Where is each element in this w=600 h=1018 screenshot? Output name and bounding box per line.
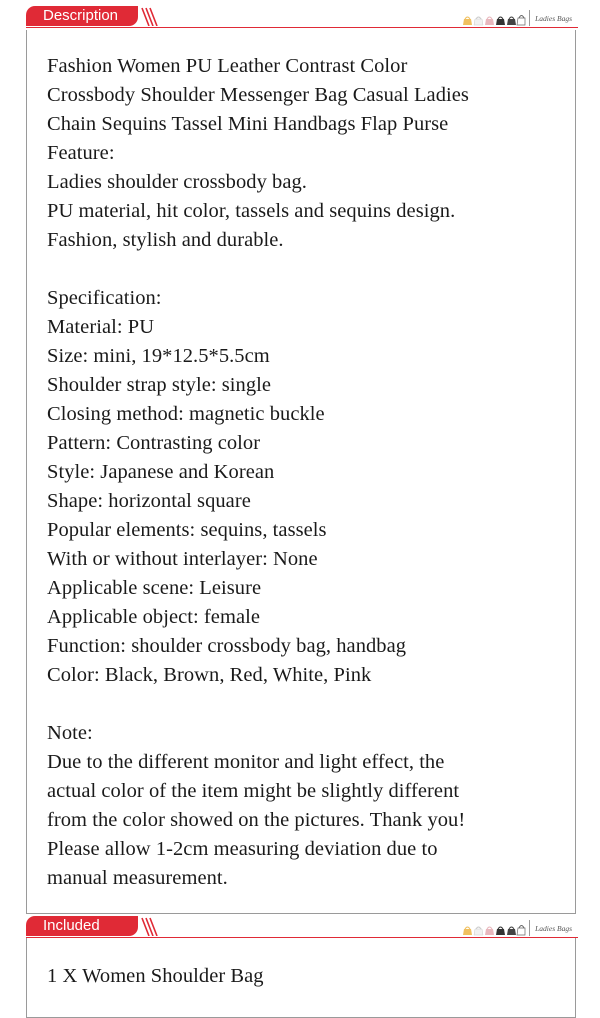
note-heading: Note:: [47, 722, 93, 744]
bags-logo-icon: [461, 922, 526, 936]
included-tab-label: Included: [26, 916, 138, 936]
bags-logo-icon: [461, 12, 526, 26]
description-text: [47, 52, 565, 893]
product-title-line: Chain Sequins Tassel Mini Handbags Flap Purse: [47, 113, 449, 135]
feature-item: Fashion, stylish and durable.: [47, 229, 284, 251]
brand-separator: [529, 10, 530, 26]
included-item: 1 X Women Shoulder Bag: [47, 965, 264, 987]
spec-item: Popular elements: sequins, tassels: [47, 519, 327, 541]
brand-text: Ladies Bags: [535, 924, 572, 933]
spec-heading: Specification:: [47, 287, 162, 309]
feature-item: PU material, hit color, tassels and sequins design.: [47, 200, 456, 222]
spec-item: Color: Black, Brown, Red, White, Pink: [47, 664, 372, 686]
description-tab-label: Description: [26, 6, 138, 26]
product-title-line: Fashion Women PU Leather Contrast Color: [47, 55, 408, 77]
spec-item: Applicable object: female: [47, 606, 260, 628]
spec-item: Style: Japanese and Korean: [47, 461, 275, 483]
spec-item: With or without interlayer: None: [47, 548, 318, 570]
spec-item: Applicable scene: Leisure: [47, 577, 262, 599]
spec-item: Function: shoulder crossbody bag, handbag: [47, 635, 407, 657]
note-line: from the color showed on the pictures. Thank you!: [47, 809, 466, 831]
spec-item: Shoulder strap style: single: [47, 374, 272, 396]
header-rule: [26, 27, 578, 28]
product-title-line: Crossbody Shoulder Messenger Bag Casual Ladies: [47, 84, 469, 106]
brand-text: Ladies Bags: [535, 14, 572, 23]
spec-item: Shape: horizontal square: [47, 490, 251, 512]
slash-decoration-icon: [140, 916, 160, 936]
included-text: [47, 962, 565, 991]
spec-item: Closing method: magnetic buckle: [47, 403, 325, 425]
spec-item: Material: PU: [47, 316, 155, 338]
note-line: Please allow 1-2cm measuring deviation due to: [47, 838, 438, 860]
feature-item: Ladies shoulder crossbody bag.: [47, 171, 307, 193]
brand-separator: [529, 920, 530, 936]
spec-item: Pattern: Contrasting color: [47, 432, 261, 454]
description-box: [26, 30, 576, 914]
feature-heading: Feature:: [47, 142, 115, 164]
note-line: manual measurement.: [47, 867, 228, 889]
description-header: [26, 6, 578, 28]
note-line: actual color of the item might be slightly different: [47, 780, 460, 802]
slash-decoration-icon: [140, 6, 160, 26]
note-line: Due to the different monitor and light effect, the: [47, 751, 445, 773]
spec-item: Size: mini, 19*12.5*5.5cm: [47, 345, 270, 367]
included-header: [26, 916, 578, 938]
included-box: [26, 938, 576, 1018]
